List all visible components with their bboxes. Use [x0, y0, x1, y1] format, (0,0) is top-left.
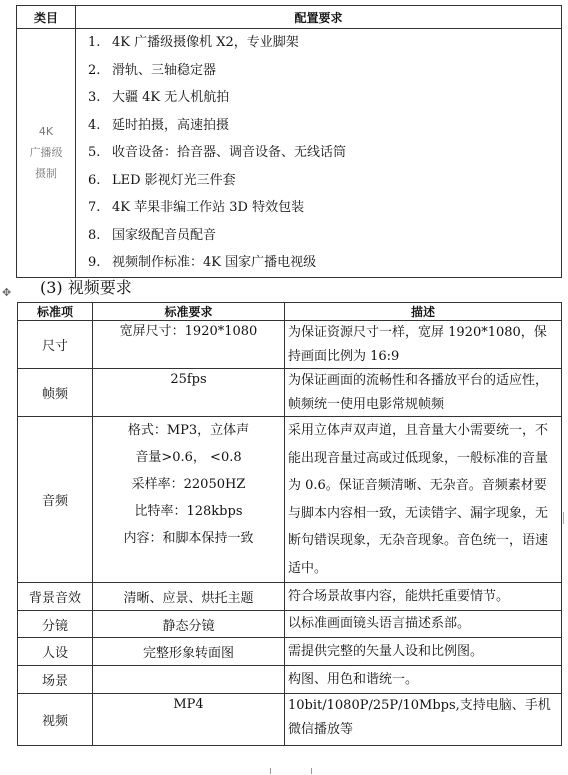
row-requirement: MP4: [93, 694, 285, 746]
row-description: 为保证资源尺寸一样，宽屏 1920*1080，保持画面比例为 16:9: [285, 321, 562, 369]
header-description: 描述: [285, 303, 562, 321]
section-heading: (3) 视频要求: [40, 278, 132, 297]
category-line: 4K: [38, 125, 54, 139]
table-row: [18, 583, 562, 611]
list-item: 7. 4K 苹果非编工作站 3D 特效包装: [88, 200, 305, 215]
config-table: [16, 5, 562, 278]
row-item: 人设: [18, 638, 93, 666]
row-requirement: 宽屏尺寸：1920*1080: [93, 321, 285, 369]
move-handle-icon[interactable]: ✥: [2, 286, 12, 299]
list-item: 6. LED 影视灯光三件套: [88, 172, 236, 188]
row-requirement: [93, 666, 285, 694]
list-item: 4. 延时拍摄，高速拍摄: [88, 117, 230, 133]
margin-marker: [563, 512, 568, 524]
row-item: 视频: [18, 694, 93, 746]
row-item: 场景: [18, 666, 93, 694]
table-row: [18, 638, 562, 666]
list-item: 3. 大疆 4K 无人机航拍: [88, 90, 230, 105]
row-requirement: 静态分镜: [93, 611, 285, 638]
row-item: 分镜: [18, 611, 93, 638]
table-row: [18, 611, 562, 638]
table-row: [18, 666, 562, 694]
row-item: 帧频: [18, 369, 93, 417]
header-item: 标准项: [18, 303, 93, 321]
row-requirement: 格式：MP3，立体声 音量>0.6， <0.8 采样率：22050HZ 比特率：128kbps 内容：和脚本保持一致: [93, 417, 285, 583]
list-item: 8. 国家级配音员配音: [88, 227, 217, 243]
header-config: 配置要求: [76, 6, 562, 29]
table-row: [18, 417, 562, 583]
list-item: 9. 视频制作标准：4K 国家广播电视级: [88, 255, 317, 270]
row-requirement: 完整形象转面图: [93, 638, 285, 666]
row-description: 为保证画面的流畅性和各播放平台的适应性，帧频统一使用电影常规帧频: [285, 369, 562, 417]
table-row: [18, 321, 562, 369]
list-item: 5. 收音设备：拾音器、调音设备、无线话筒: [88, 145, 347, 160]
list-item: 1. 4K 广播级摄像机 X2，专业脚架: [88, 35, 299, 50]
table-row: [18, 369, 562, 417]
header-requirement: 标准要求: [93, 303, 285, 321]
table-row: [18, 694, 562, 746]
row-requirement: 25fps: [93, 369, 285, 417]
row-description: 需提供完整的矢量人设和比例图。: [285, 638, 562, 666]
row-description: 采用立体声双声道，且音量大小需要统一，不能出现音量过高或过低现象，一般标准的音量为 0.6。保证音频清晰、无杂音。音频素材要与脚本内容相一致，无读错字、漏字现象，无断句错误现象，无杂音现象。音色统一，语速适中。: [285, 417, 562, 583]
row-item: 背景音效: [18, 583, 93, 611]
row-requirement: 清晰、应景、烘托主题: [93, 583, 285, 611]
category-line: 广播级: [29, 146, 63, 160]
row-item: 音频: [18, 417, 93, 583]
list-item: 2. 滑轨、三轴稳定器: [88, 62, 217, 78]
row-description: 构图、用色和谐统一。: [285, 666, 562, 694]
page-edge-marker: [270, 768, 312, 774]
category-cell: [17, 29, 76, 278]
config-list: [76, 29, 562, 278]
row-description: 以标准画面镜头语言描述系部。: [285, 611, 562, 638]
row-description: 符合场景故事内容，能烘托重要情节。: [285, 583, 562, 611]
category-line: 摄制: [35, 167, 57, 181]
row-item: 尺寸: [18, 321, 93, 369]
video-requirements-table: [17, 302, 562, 746]
header-category: 类目: [17, 6, 76, 29]
row-description: 10bit/1080P/25P/10Mbps,支持电脑、手机微信播放等: [285, 694, 562, 746]
